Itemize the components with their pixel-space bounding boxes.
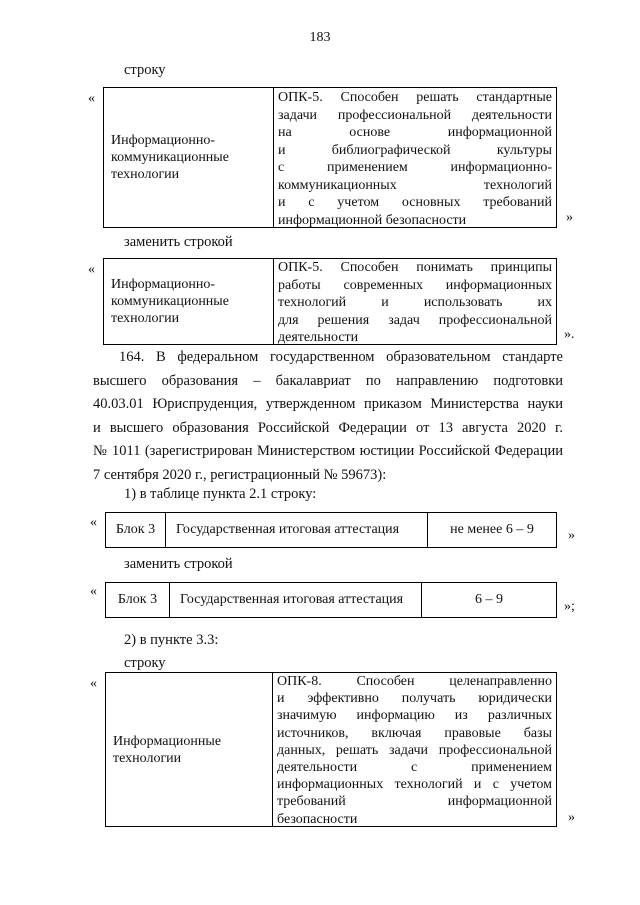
- old-row-discipline: [104, 88, 274, 227]
- quote-close: »: [568, 810, 575, 825]
- label-replace: заменить строкой: [124, 234, 233, 250]
- old-row-block3: [105, 512, 557, 548]
- text-line: источников, включая правовые базы: [277, 725, 552, 741]
- text-line: данных, решать задачи профессиональной: [277, 742, 552, 758]
- text-line: значимую информацию из различных: [277, 708, 552, 724]
- text-line: на основе информационной: [278, 125, 552, 140]
- text-line: Информационно-: [111, 277, 216, 292]
- quote-close-period: ».: [564, 327, 575, 342]
- text-line: информационной безопасности: [278, 212, 467, 228]
- quote-close: »: [566, 210, 573, 225]
- text-line: задачи профессиональной деятельности: [278, 107, 552, 123]
- paragraph-164: [93, 346, 563, 487]
- old-row-table: [103, 87, 557, 228]
- label-stroku: строку: [124, 62, 166, 78]
- item2-label-stroku: строку: [124, 655, 166, 671]
- quote-open: «: [90, 515, 97, 530]
- old-block-cell: Блок 3: [106, 513, 166, 547]
- paragraph-line: высшего образования – бакалавриат по направлению подготовки: [93, 372, 563, 389]
- item1-replace-label: заменить строкой: [124, 556, 233, 572]
- paragraph-line: № 1011 (зарегистрирован Министерством юстиции Российской Федерации: [93, 443, 563, 459]
- paragraph-line: 7 сентября 2020 г., регистрационный № 59673):: [93, 466, 387, 483]
- new-row-table: [103, 258, 557, 345]
- new-block-cell: Блок 3: [106, 583, 170, 617]
- text-line: Информационные: [113, 733, 222, 749]
- item1-label: 1) в таблице пункта 2.1 строку:: [124, 486, 317, 502]
- text-line: технологии: [111, 311, 180, 326]
- quote-close-semicolon: »;: [564, 599, 575, 614]
- text-line: Информационно-: [111, 133, 216, 148]
- text-line: технологии: [111, 167, 180, 182]
- old-value-cell: не менее 6 – 9: [450, 522, 534, 537]
- paragraph-line: и высшего образования Российской Федерации от 13 августа 2020 г.: [93, 419, 563, 436]
- text-line: ОПК-8. Способен целенаправленно: [277, 674, 552, 689]
- quote-open: «: [88, 91, 95, 106]
- paragraph-line: 40.03.01 Юриспруденция, утвержденном приказом Министерства науки: [93, 396, 563, 412]
- new-row-discipline: [104, 259, 274, 344]
- text-line: для решения задач профессиональной: [278, 312, 552, 328]
- text-line: технологии: [113, 750, 182, 766]
- old-row-competency: [274, 88, 556, 227]
- new-name-cell: Государственная итоговая аттестация: [170, 583, 422, 617]
- text-line: информационных технологий и с учетом: [277, 777, 552, 793]
- text-line: ОПК-5. Способен решать стандартные: [278, 90, 552, 105]
- text-line: деятельности: [278, 330, 359, 345]
- item2-competency: [273, 673, 556, 826]
- text-line: с применением информационно-: [278, 160, 552, 175]
- quote-open: «: [88, 262, 95, 277]
- text-line: деятельности с применением: [277, 760, 552, 776]
- text-line: технологий и использовать их: [278, 295, 552, 310]
- quote-open: «: [90, 676, 97, 691]
- quote-open: «: [90, 584, 97, 599]
- text-line: коммуникационных технологий: [278, 177, 552, 193]
- text-line: коммуникационные: [111, 150, 229, 165]
- text-line: и с учетом основных требований: [278, 195, 552, 210]
- new-value-cell: 6 – 9: [475, 592, 503, 607]
- new-row-block3: [105, 582, 557, 618]
- item2-discipline: [106, 673, 273, 826]
- text-line: требований информационной: [277, 794, 552, 810]
- page-number: 183: [309, 30, 331, 45]
- item2-label: 2) в пункте 3.3:: [124, 632, 219, 648]
- paragraph-line: 164. В федеральном государственном образовательном стандарте: [119, 349, 563, 365]
- text-line: ОПК-5. Способен понимать принципы: [278, 260, 552, 275]
- quote-close: »: [568, 528, 575, 543]
- new-row-competency: [274, 259, 556, 344]
- text-line: и библиографической культуры: [278, 142, 552, 158]
- text-line: безопасности: [277, 811, 358, 827]
- text-line: и эффективно получать юридически: [277, 691, 552, 707]
- item2-row-table: [105, 672, 557, 827]
- text-line: работы современных информационных: [278, 277, 552, 293]
- old-name-cell: Государственная итоговая аттестация: [166, 513, 428, 547]
- text-line: коммуникационные: [111, 294, 229, 309]
